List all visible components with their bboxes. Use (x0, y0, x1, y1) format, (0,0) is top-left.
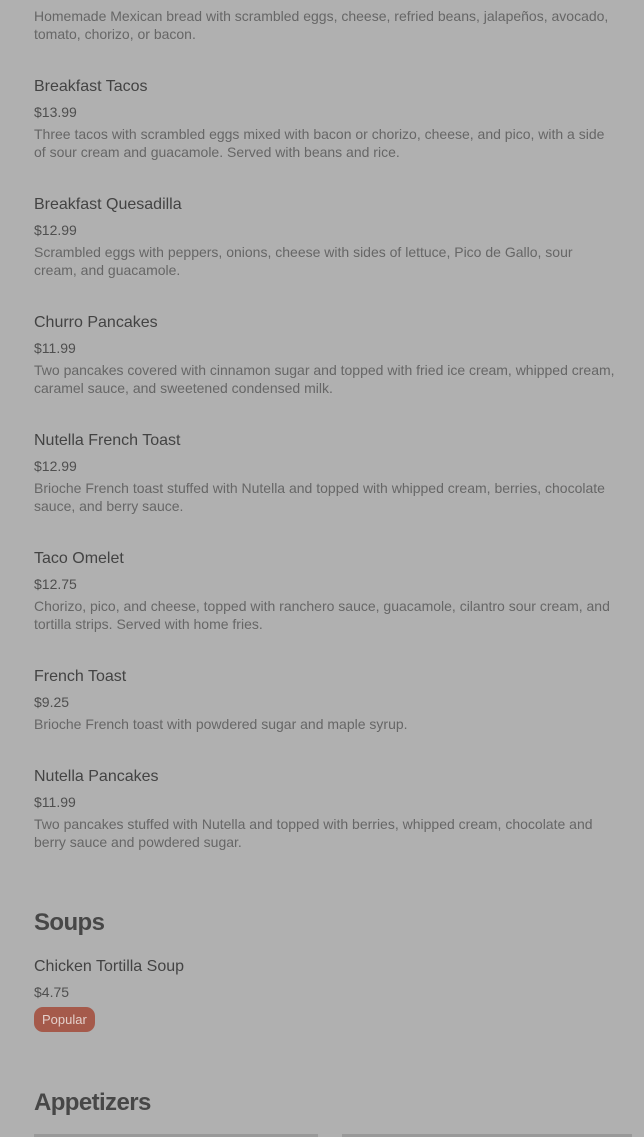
menu-item-description: Scrambled eggs with peppers, onions, cheese with sides of lettuce, Pico de Gallo, sour cream, and guacamole. (34, 244, 573, 278)
menu-item-name: Nutella French Toast (34, 432, 181, 449)
menu-item-nutella-french-toast[interactable] (34, 431, 619, 515)
menu-item-price: $12.99 (34, 222, 77, 238)
menu-item-description: Two pancakes stuffed with Nutella and topped with berries, whipped cream, chocolate and berry sauce and powdered sugar. (34, 816, 593, 850)
menu-item-price: $12.99 (34, 458, 77, 474)
menu-item-french-toast[interactable] (34, 667, 619, 733)
menu-item-churro-pancakes[interactable] (34, 313, 619, 397)
menu-item-price: $11.99 (34, 794, 76, 810)
menu-item-name: Nutella Pancakes (34, 768, 159, 785)
section-title-soups: Soups (34, 909, 105, 936)
menu-item-breakfast-tacos[interactable] (34, 77, 619, 161)
menu-item-name: Breakfast Tacos (34, 78, 148, 95)
menu-item-description: Three tacos with scrambled eggs mixed with bacon or chorizo, cheese, and pico, with a side of sour cream and guacamole. Served with beans and rice. (34, 126, 605, 160)
menu-item-name: Churro Pancakes (34, 314, 158, 331)
menu-item-description: Chorizo, pico, and cheese, topped with ranchero sauce, guacamole, cilantro sour cream, and tortilla strips. Served with home fries. (34, 598, 610, 632)
menu-item-price: $11.99 (34, 340, 76, 356)
menu-item-taco-omelet[interactable] (34, 549, 619, 633)
menu-item-description: Brioche French toast stuffed with Nutella and topped with whipped cream, berries, chocolate sauce, and berry sauce. (34, 480, 605, 514)
menu-item-name: French Toast (34, 668, 127, 685)
menu-item-nutella-pancakes[interactable] (34, 767, 619, 851)
menu-item-breakfast-quesadilla[interactable] (34, 195, 619, 279)
menu-item-description: Homemade Mexican bread with scrambled eggs, cheese, refried beans, jalapeños, avocado, tomato, chorizo, or bacon. (34, 8, 609, 42)
menu-item-price: $4.75 (34, 984, 70, 1000)
menu-item-price: $12.75 (34, 576, 77, 592)
menu-item-chicken-tortilla-soup[interactable] (34, 957, 619, 1032)
section-title-appetizers: Appetizers (34, 1089, 151, 1116)
menu-item-price: $9.25 (34, 694, 70, 710)
popular-badge: Popular (34, 1007, 95, 1032)
menu-item-name: Taco Omelet (34, 550, 124, 567)
menu-item-description: Two pancakes covered with cinnamon sugar and topped with fried ice cream, whipped cream, caramel sauce, and sweetened condensed milk. (34, 362, 615, 396)
menu-item-name: Breakfast Quesadilla (34, 196, 182, 213)
menu-item-name: Chicken Tortilla Soup (34, 958, 185, 975)
menu-item-description: Brioche French toast with powdered sugar and maple syrup. (34, 716, 408, 732)
menu-item-price: $13.99 (34, 104, 77, 120)
